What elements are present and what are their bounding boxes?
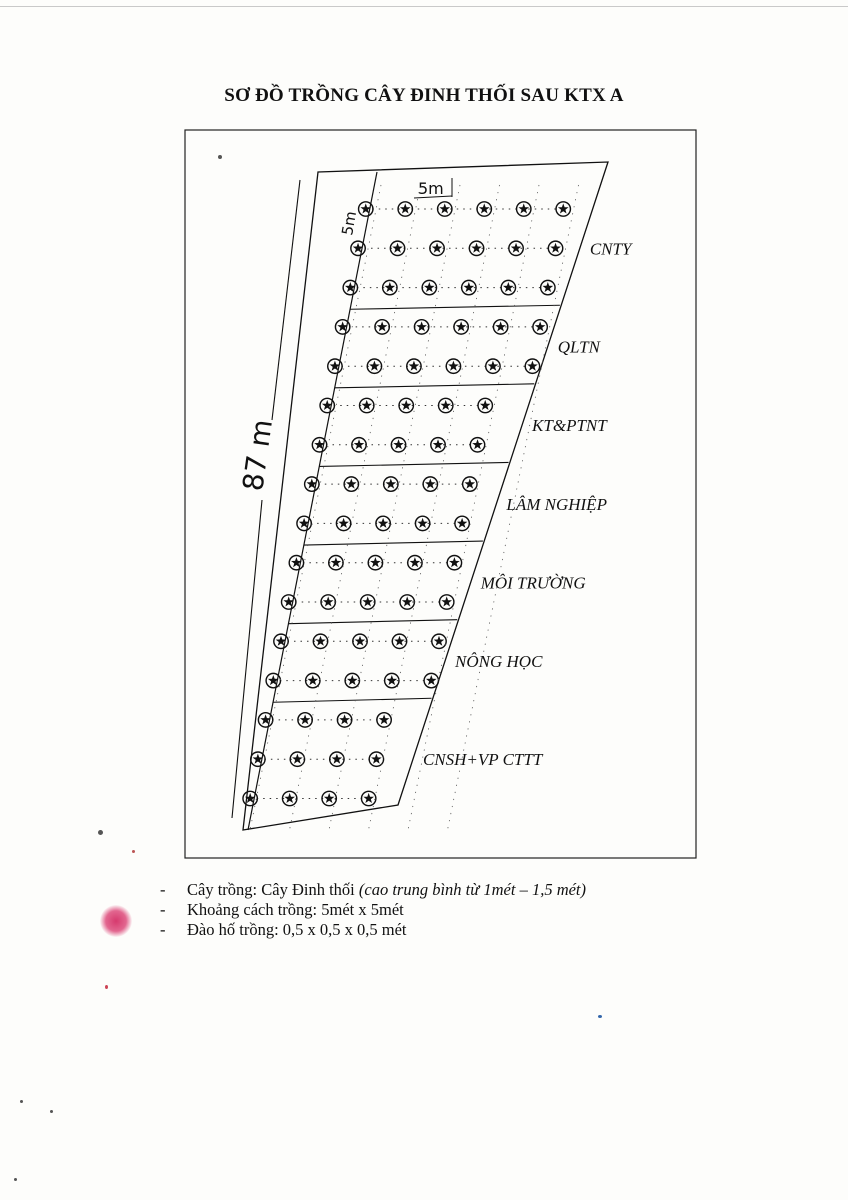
tree-icon: [422, 280, 436, 294]
tree-icon: [384, 477, 398, 491]
zone-divider: [335, 384, 535, 388]
tree-icon: [548, 241, 562, 255]
tree-icon: [430, 241, 444, 255]
tree-icon: [556, 202, 570, 216]
tree-icon: [320, 398, 334, 412]
tree-icon: [335, 320, 349, 334]
tree-icon: [290, 752, 304, 766]
tree-icon: [407, 359, 421, 373]
zone-label: CNSH+VP CTTT: [422, 750, 543, 770]
tree-icon: [455, 516, 469, 530]
tree-icon: [258, 713, 272, 727]
tree-icon: [432, 634, 446, 648]
notes-list: [160, 880, 586, 940]
note-plant-height: (cao trung bình từ 1mét – 1,5 mét): [358, 880, 587, 899]
tree-icon: [414, 320, 428, 334]
scan-speck: [98, 830, 103, 835]
tree-icon: [281, 595, 295, 609]
zone-label: LÂM NGHIỆP: [506, 494, 607, 514]
zone-divider: [288, 620, 457, 624]
note-hole-text: Đào hố trồng: 0,5 x 0,5 x 0,5 mét: [187, 920, 407, 939]
tree-icon: [343, 280, 357, 294]
tree-icon: [298, 713, 312, 727]
inner-boundary-line: [248, 172, 377, 830]
tree-icon: [375, 320, 389, 334]
scan-speck: [14, 1178, 17, 1181]
zone-label: NÔNG HỌC: [455, 651, 543, 671]
tree-icon: [351, 241, 365, 255]
tree-icon: [313, 634, 327, 648]
tree-icon: [322, 791, 336, 805]
zone-divider: [304, 541, 483, 545]
tree-icon: [266, 673, 280, 687]
note-plant: - Cây trồng: Cây Đinh thối (cao trung bình từ 1mét – 1,5 mét): [160, 880, 587, 899]
page-title: SƠ ĐỒ TRỒNG CÂY ĐINH THỐI SAU KTX A: [224, 85, 624, 106]
note-plant-text: Cây trồng: Cây Đinh thối: [187, 880, 355, 899]
tree-icon: [330, 752, 344, 766]
tree-icon: [447, 556, 461, 570]
scan-speck: [132, 850, 135, 853]
tree-icon: [353, 634, 367, 648]
tree-icon: [321, 595, 335, 609]
tree-icon: [328, 359, 342, 373]
column-spacing-label: 5m: [418, 179, 444, 198]
tree-icon: [312, 438, 326, 452]
tree-icon: [360, 595, 374, 609]
zone-divider: [319, 462, 508, 466]
tree-icon: [368, 556, 382, 570]
tree-icon: [243, 791, 257, 805]
tree-icon: [352, 438, 366, 452]
tree-column-guide: [250, 185, 381, 830]
tree-icon: [470, 438, 484, 452]
tree-icon: [377, 713, 391, 727]
tree-icon: [424, 673, 438, 687]
zone-divider: [350, 305, 560, 309]
tree-icon: [541, 280, 555, 294]
length-dimension-line: [232, 500, 262, 818]
tree-icon: [344, 477, 358, 491]
zone-label: QLTN: [557, 337, 600, 357]
tree-icon: [439, 595, 453, 609]
zone-label: MÔI TRƯỜNG: [480, 573, 586, 593]
tree-icon: [391, 438, 405, 452]
tree-icon: [383, 280, 397, 294]
tree-icon: [399, 398, 413, 412]
scan-speck: [105, 985, 108, 989]
scan-speck: [50, 1110, 53, 1113]
tree-icon: [525, 359, 539, 373]
length-label: 87 m: [236, 417, 279, 493]
tree-icon: [438, 202, 452, 216]
tree-icon: [360, 398, 374, 412]
tree-icon: [337, 713, 351, 727]
tree-icon: [336, 516, 350, 530]
note-spacing-text: Khoảng cách trồng: 5mét x 5mét: [187, 900, 404, 919]
tree-icon: [376, 516, 390, 530]
zone-label: KT&PTNT: [532, 416, 607, 436]
tree-icon: [345, 673, 359, 687]
tree-icon: [398, 202, 412, 216]
scan-speck: [218, 155, 222, 159]
tree-icon: [478, 398, 492, 412]
tree-icon: [463, 477, 477, 491]
row-spacing-label: 5m: [338, 209, 361, 237]
tree-icon: [369, 752, 383, 766]
tree-icon: [289, 556, 303, 570]
tree-icon: [329, 556, 343, 570]
length-dimension-line: [272, 180, 300, 420]
tree-icon: [390, 241, 404, 255]
red-stamp-smudge: [100, 905, 132, 937]
zone-label: CNTY: [589, 239, 632, 259]
tree-icon: [306, 673, 320, 687]
tree-icon: [297, 516, 311, 530]
scan-speck: [598, 1015, 602, 1018]
tree-icon: [367, 359, 381, 373]
zone-divider: [273, 698, 432, 702]
scan-speck: [20, 1100, 23, 1103]
tree-icon: [305, 477, 319, 491]
tree-icon: [533, 320, 547, 334]
note-hole: - Đào hố trồng: 0,5 x 0,5 x 0,5 mét: [160, 920, 407, 939]
tree-icon: [274, 634, 288, 648]
tree-icon: [359, 202, 373, 216]
tree-icon: [251, 752, 265, 766]
tree-icon: [282, 791, 296, 805]
note-spacing: - Khoảng cách trồng: 5mét x 5mét: [160, 900, 404, 919]
tree-icon: [361, 791, 375, 805]
